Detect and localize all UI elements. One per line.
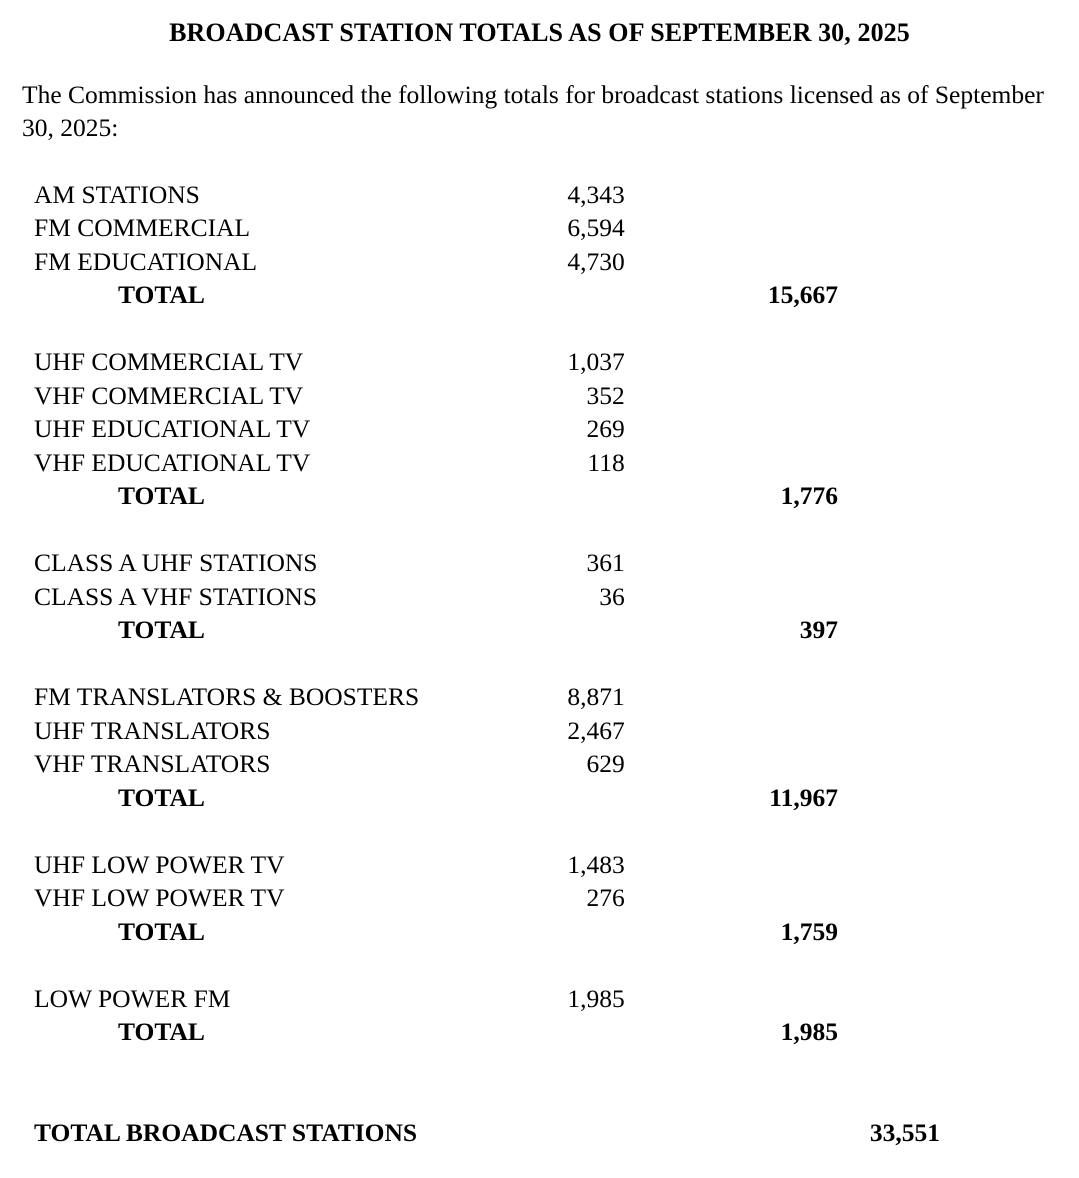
section-total-spacer [625,379,1079,413]
section-total-spacer [625,982,1079,1016]
section-total-label: TOTAL [118,280,205,310]
section-total-value: 1,985 [780,1017,838,1047]
station-count-value: 8,871 [567,682,625,712]
section-total-row [0,915,1079,949]
section-total-row [0,613,1079,647]
station-category-label: VHF LOW POWER TV [34,883,285,913]
station-category-label: FM COMMERCIAL [34,213,251,243]
spacer-cell [0,1049,1079,1116]
station-category-label: VHF TRANSLATORS [34,749,271,779]
section-total-row [0,479,1079,513]
table-row [0,680,1079,714]
station-category-label: VHF COMMERCIAL TV [34,380,304,410]
station-category-label: UHF COMMERCIAL TV [34,347,304,377]
table-row [0,211,1079,245]
section-total-label: TOTAL [118,615,205,645]
section-total-value: 397 [799,615,838,645]
grand-total-value-spacer [554,1116,625,1150]
table-row [0,747,1079,781]
section-total-value-spacer [554,278,625,312]
row-spacer [0,647,1079,681]
spacer-cell [0,814,1079,848]
station-count-value: 1,483 [567,849,625,879]
section-total-label: TOTAL [118,1017,205,1047]
row-spacer [0,814,1079,848]
table-row [0,345,1079,379]
table-row [0,881,1079,915]
broadcast-totals-table [0,178,1079,1150]
station-category-label: FM EDUCATIONAL [34,246,258,276]
page-title: BROADCAST STATION TOTALS AS OF SEPTEMBER 30, 2025 [169,18,910,47]
section-total-spacer [625,446,1079,480]
station-count-value: 276 [586,883,625,913]
section-total-value: 1,759 [780,916,838,946]
table-row [0,580,1079,614]
table-row [0,546,1079,580]
section-total-value-spacer [554,479,625,513]
station-count-value: 352 [586,380,625,410]
section-total-spacer [625,848,1079,882]
station-category-label: CLASS A VHF STATIONS [34,581,318,611]
station-count-value: 6,594 [567,213,625,243]
section-total-spacer [625,580,1079,614]
station-category-label: CLASS A UHF STATIONS [34,548,318,578]
section-total-label: TOTAL [118,481,205,511]
section-total-row [0,781,1079,815]
station-category-label: AM STATIONS [34,179,200,209]
section-total-spacer [625,178,1079,212]
station-category-label: VHF EDUCATIONAL TV [34,447,311,477]
station-category-label: UHF EDUCATIONAL TV [34,414,311,444]
section-total-value: 15,667 [767,280,838,310]
section-total-row [0,1015,1079,1049]
table-row [0,446,1079,480]
station-count-value: 4,343 [567,179,625,209]
section-total-spacer [625,345,1079,379]
section-total-spacer [625,211,1079,245]
section-total-spacer [625,881,1079,915]
spacer-cell [0,312,1079,346]
row-spacer [0,1049,1079,1116]
intro-paragraph: The Commission has announced the following totals for broadcast stations licensed as of September 30, 2025: [22,79,1044,142]
section-total-value: 11,967 [769,782,838,812]
station-category-label: UHF TRANSLATORS [34,715,271,745]
table-row [0,178,1079,212]
table-row [0,848,1079,882]
table-row [0,982,1079,1016]
station-category-label: FM TRANSLATORS & BOOSTERS [34,682,420,712]
spacer-cell [0,513,1079,547]
station-count-value: 269 [586,414,625,444]
section-total-value-spacer [554,1015,625,1049]
row-spacer [0,513,1079,547]
row-spacer [0,948,1079,982]
station-count-value: 1,037 [567,347,625,377]
station-count-value: 1,985 [567,983,625,1013]
spacer-cell [0,647,1079,681]
section-total-spacer [625,680,1079,714]
section-total-label: TOTAL [118,782,205,812]
grand-total-row [0,1116,1079,1150]
station-category-label: UHF LOW POWER TV [34,849,285,879]
row-spacer [0,312,1079,346]
table-row [0,412,1079,446]
section-total-spacer [625,245,1079,279]
section-total-label: TOTAL [118,916,205,946]
grand-total-value: 33,551 [869,1117,940,1147]
station-count-value: 118 [587,447,625,477]
section-total-spacer [625,747,1079,781]
section-total-value: 1,776 [780,481,838,511]
station-count-value: 629 [586,749,625,779]
section-total-value-spacer [554,915,625,949]
section-total-spacer [625,546,1079,580]
totals-table-body [0,178,1079,1150]
section-total-value-spacer [554,613,625,647]
station-count-value: 361 [586,548,625,578]
section-total-row [0,278,1079,312]
grand-total-label: TOTAL BROADCAST STATIONS [34,1117,418,1147]
station-count-value: 4,730 [567,246,625,276]
table-row [0,245,1079,279]
spacer-cell [0,948,1079,982]
section-total-spacer [625,714,1079,748]
section-total-spacer [625,412,1079,446]
table-row [0,714,1079,748]
station-category-label: LOW POWER FM [34,983,231,1013]
station-count-value: 2,467 [567,715,625,745]
station-count-value: 36 [599,581,625,611]
section-total-value-spacer [554,781,625,815]
table-row [0,379,1079,413]
